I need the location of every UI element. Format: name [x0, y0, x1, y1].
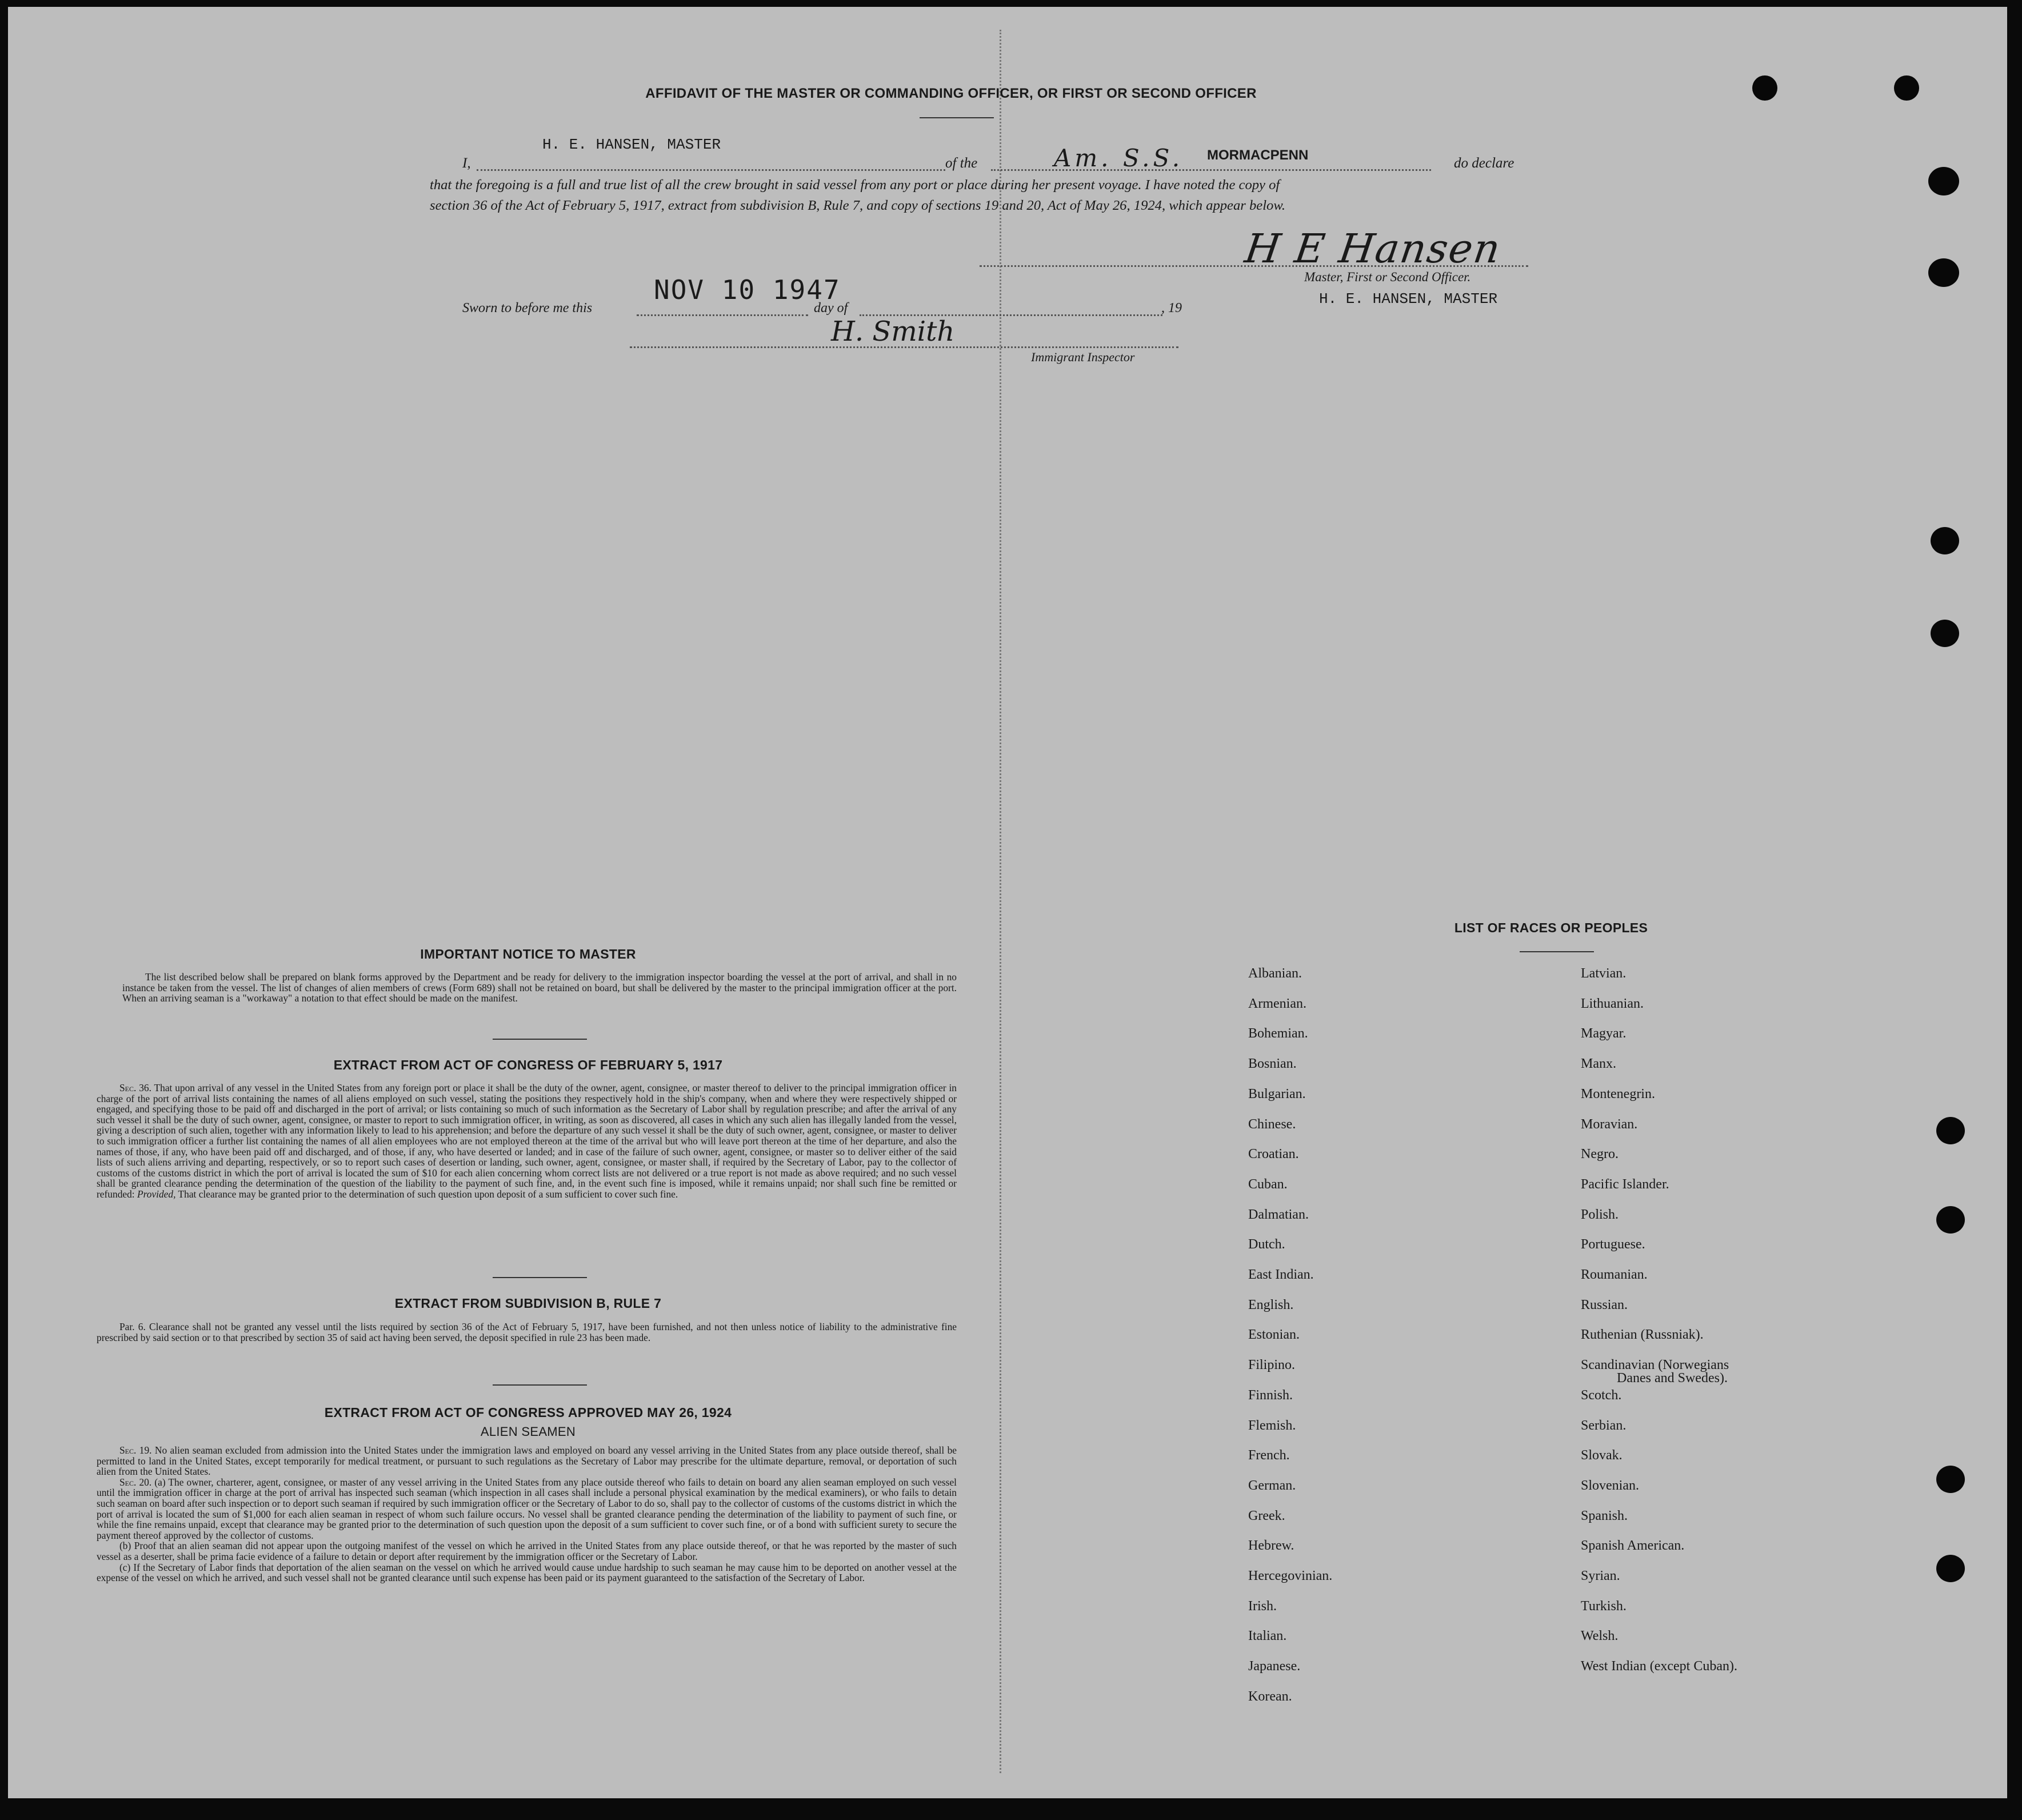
- race-item: Bohemian.: [1248, 1026, 1308, 1041]
- race-item: Scandinavian (Norwegians: [1581, 1358, 1729, 1373]
- race-item: West Indian (except Cuban).: [1581, 1659, 1737, 1674]
- punch-hole-icon: [1936, 1117, 1965, 1144]
- race-item: Dutch.: [1248, 1237, 1285, 1252]
- rule7-paragraph: Par. 6. Clearance shall not be granted any vessel until the lists required by section 36 of the Act of February 5, 1917, have been furnished, and not then unless notice of liability to the administrative fine prescribed by said section or to that prescribed by section 35 of said act having been served, the deposit specified in rule 23 has been made.: [97, 1321, 957, 1343]
- alien-seamen-subtitle: ALIEN SEAMEN: [480, 1424, 576, 1439]
- race-item: Croatian.: [1248, 1147, 1299, 1162]
- punch-hole-icon: [1936, 1206, 1965, 1234]
- sworn-label: Sworn to before me this: [462, 301, 593, 316]
- vessel-name-stamp: MORMACPENN: [1207, 147, 1309, 163]
- sec-20c-text: (c) If the Secretary of Labor finds that deportation of the alien seaman on the vessel on which he arrived would cause undue hardship to such seaman he may cause him to be deported on another vessel at the expense of the vessel on which he arrived, and such vessel shall not be granted clearance until such expense has been paid or its payment guaranteed to the satisfaction of the Secretary of Labor.: [97, 1561, 957, 1584]
- race-item: Montenegrin.: [1581, 1086, 1655, 1101]
- page-fold-line: [1000, 30, 1001, 1773]
- affidavit-line-2: that the foregoing is a full and true list of all the crew brought in said vessel from any port or place during her present voyage. I have noted the copy of: [430, 177, 1280, 193]
- race-item: Estonian.: [1248, 1327, 1300, 1343]
- race-item: Roumanian.: [1581, 1267, 1648, 1282]
- document-page: [8, 7, 2007, 1798]
- race-item: Filipino.: [1248, 1358, 1296, 1373]
- notice-title: IMPORTANT NOTICE TO MASTER: [420, 947, 636, 961]
- race-item: Albanian.: [1248, 966, 1302, 981]
- race-item-continuation: Danes and Swedes).: [1617, 1371, 1728, 1386]
- master-signature-caption: Master, First or Second Officer.: [1304, 270, 1471, 284]
- title-divider: [920, 117, 994, 118]
- master-name-line: [477, 169, 945, 171]
- inspector-signature: H. Smith: [831, 316, 955, 348]
- race-item: Pacific Islander.: [1581, 1176, 1669, 1192]
- race-item: Spanish American.: [1581, 1538, 1685, 1554]
- of-the-label: of the: [945, 155, 978, 171]
- sec-19-text: No alien seaman excluded from admission into the United States under the immigration laws and employed on board any vessel arriving in the United States from any place outside thereof, shall be permitted to land in the United States, except temporarily for medical treatment, or pursuant to such regulations as the Secretary of Labor may prescribe for the ultimate departure, removal, or deportation of such alien from the United States.: [97, 1444, 957, 1478]
- sec-19-label: Sec. 19.: [119, 1444, 152, 1456]
- section-divider: [493, 1277, 587, 1278]
- race-item: Polish.: [1581, 1207, 1619, 1222]
- punch-hole-icon: [1931, 620, 1959, 647]
- race-item: English.: [1248, 1297, 1294, 1312]
- race-item: Japanese.: [1248, 1659, 1301, 1674]
- race-item: Lithuanian.: [1581, 996, 1644, 1011]
- sworn-day-line: [637, 314, 808, 316]
- provided-label: Provided,: [137, 1188, 176, 1200]
- race-item: German.: [1248, 1478, 1296, 1493]
- race-item: Finnish.: [1248, 1387, 1293, 1403]
- races-divider: [1520, 951, 1594, 952]
- race-item: Magyar.: [1581, 1026, 1627, 1041]
- race-item: East Indian.: [1248, 1267, 1314, 1282]
- day-of-label: day of: [814, 301, 848, 316]
- race-item: Scotch.: [1581, 1387, 1622, 1403]
- section-divider: [493, 1039, 587, 1040]
- race-item: Bosnian.: [1248, 1056, 1297, 1072]
- punch-hole-icon: [1936, 1555, 1965, 1582]
- sec-36-text-end: That clearance may be granted prior to the determination of such question upon deposit of a sum sufficient to cover such fine.: [178, 1188, 678, 1200]
- race-item: Russian.: [1581, 1297, 1628, 1312]
- section-divider: [493, 1384, 587, 1386]
- punch-hole-icon: [1894, 75, 1919, 101]
- rule7-text: [97, 1322, 957, 1343]
- race-item: Irish.: [1248, 1598, 1277, 1614]
- do-declare-label: do declare: [1454, 155, 1514, 171]
- race-item: Ruthenian (Russniak).: [1581, 1327, 1704, 1343]
- race-item: Korean.: [1248, 1689, 1292, 1704]
- punch-hole-icon: [1928, 258, 1959, 287]
- sec-36-text: That upon arrival of any vessel in the United States from any foreign port or place it shall be the duty of the owner, agent, consignee, or master thereof to deliver to the principal immigration officer in charge of the port of arrival lists containing the names of all aliens employed on such vessel, stating the positions they respectively hold in the ship's company, when and where they were respectively shipped or engaged, and specifying those to be paid off and discharged in the port of arrival; or lists containing so much of such information as the Secretary of Labor shall by regulation prescribe; and after the arrival of any such vessel it shall be the duty of such owner, agent, consignee, or master to report to such immigration officer, in writing, as soon as discovered, all cases in which any such alien has illegally landed from the vessel, giving a description of such alien, together with any information likely to lead to his apprehension; and before the departure of any such vessel it shall be the duty of such owner, agent, consignee, or master to deliver to such immigration officer a further list containing the names of all alien employees who are not employed thereon at the time of the arrival but who will leave port thereon at the time of her departure, and also the names of those, if any, who have been paid off and discharged, and of those, if any, who have deserted or landed; and in case of the failure of such owner, agent, consignee, or master so to deliver either of the said lists of such aliens arriving and departing, respectively, or so to report such cases of desertion or landing, such owner, agent, consignee, or master shall, if required by the Secretary of Labor, pay to the collector of customs of the customs district in which the port of arrival is located the sum of $10 for each alien concerning whom correct lists are not delivered or a true report is not made as above required; and no such vessel shall be granted clearance pending the determination of the question of the liability to the payment of such fine, and, in the event such fine is imposed, while it remains unpaid; nor shall such fine be remitted or refunded:: [97, 1082, 957, 1200]
- sec-20a-text: (a) The owner, charterer, agent, consignee, or master of any vessel arriving in the United States from any place outside thereof who fails to detain on board any alien seaman employed on such vessel until the immigration officer in charge at the port of arrival has inspected such seaman (which inspection in all cases shall include a personal physical examination by the medical examiners), or who fails to detain such seaman on board after such inspection or to deport such seaman if required by such immigration officer or the Secretary of Labor to do so, shall pay to the collector of customs of the customs district in which the port of arrival is located the sum of $1,000 for each alien seaman in respect of whom such failure occurs. No vessel shall be granted clearance pending the determination of the liability to payment of such fine, or while the fine remains unpaid, except that clearance may be granted prior to the determination of such question upon the deposit of a sum sufficient to cover such fine, or of a bond with sufficient surety to secure the payment thereof approved by the collector of customs.: [97, 1476, 957, 1541]
- rule7-title: EXTRACT FROM SUBDIVISION B, RULE 7: [394, 1296, 662, 1311]
- race-item: Latvian.: [1581, 966, 1627, 981]
- sworn-date-stamp: NOV 10 1947: [654, 274, 841, 305]
- year-prefix-label: , 19: [1161, 301, 1182, 316]
- race-item: Italian.: [1248, 1629, 1287, 1644]
- inspector-caption: Immigrant Inspector: [1031, 350, 1135, 364]
- affidavit-i-label: I,: [462, 155, 471, 171]
- notice-text: [122, 972, 957, 1004]
- punch-hole-icon: [1931, 527, 1959, 554]
- race-item: Greek.: [1248, 1508, 1285, 1523]
- punch-hole-icon: [1936, 1466, 1965, 1493]
- extract-1924-text: [97, 1445, 957, 1583]
- sec-20-label: Sec. 20.: [119, 1476, 152, 1488]
- race-item: Hercegovinian.: [1248, 1568, 1333, 1583]
- extract-1917-text: [97, 1083, 957, 1200]
- extract-1924-title: EXTRACT FROM ACT OF CONGRESS APPROVED MAY 26, 1924: [324, 1405, 732, 1420]
- race-item: Manx.: [1581, 1056, 1616, 1072]
- race-item: Armenian.: [1248, 996, 1306, 1011]
- race-item: Spanish.: [1581, 1508, 1628, 1523]
- race-item: Slovak.: [1581, 1448, 1623, 1463]
- race-item: Hebrew.: [1248, 1538, 1294, 1554]
- extract-1917-title: EXTRACT FROM ACT OF CONGRESS OF FEBRUARY 5, 1917: [333, 1057, 723, 1072]
- race-item: Portuguese.: [1581, 1237, 1645, 1252]
- race-item: Negro.: [1581, 1147, 1619, 1162]
- race-item: Flemish.: [1248, 1418, 1296, 1433]
- race-item: Dalmatian.: [1248, 1207, 1309, 1222]
- race-item: Bulgarian.: [1248, 1086, 1306, 1101]
- race-item: Syrian.: [1581, 1568, 1620, 1583]
- master-name-value: H. E. HANSEN, MASTER: [542, 136, 721, 153]
- race-item: Welsh.: [1581, 1629, 1619, 1644]
- race-item: Moravian.: [1581, 1116, 1638, 1132]
- race-item: Cuban.: [1248, 1176, 1288, 1192]
- vessel-prefix-handwritten: Am. S.S.: [1054, 144, 1184, 172]
- master-signature: H E Hansen: [1242, 225, 1504, 272]
- races-title: LIST OF RACES OR PEOPLES: [1454, 920, 1648, 935]
- notice-paragraph: The list described below shall be prepared on blank forms approved by the Department and be ready for delivery to the immigration inspector boarding the vessel at the port of arrival, and shall in no instance be taken from the vessel. The list of changes of alien members of crews (Form 689) shall not be retained on board, but shall be delivered by the master to the principal immigration officer at the port. When an arriving seaman is a "workaway" a notation to that effect should be made on the manifest.: [122, 971, 957, 1004]
- race-item: French.: [1248, 1448, 1290, 1463]
- race-item: Slovenian.: [1581, 1478, 1639, 1493]
- affidavit-title: AFFIDAVIT OF THE MASTER OR COMMANDING OFFICER, OR FIRST OR SECOND OFFICER: [645, 86, 1257, 101]
- punch-hole-icon: [1928, 167, 1959, 195]
- sec-20b-text: (b) Proof that an alien seaman did not appear upon the outgoing manifest of the vessel on which he arrived in the United States from any place outside thereof, or that he was reported by the master of such vessel as a deserter, shall be prima facie evidence of a failure to detain or deport after requirement by the immigration officer or the Secretary of Labor.: [97, 1540, 957, 1562]
- race-item: Serbian.: [1581, 1418, 1627, 1433]
- master-typed-name: H. E. HANSEN, MASTER: [1319, 290, 1498, 308]
- race-item: Turkish.: [1581, 1598, 1627, 1614]
- race-item: Chinese.: [1248, 1116, 1296, 1132]
- sec-36-label: Sec. 36.: [119, 1082, 151, 1093]
- punch-hole-icon: [1752, 75, 1777, 101]
- affidavit-line-3: section 36 of the Act of February 5, 1917, extract from subdivision B, Rule 7, and copy of sections 19 and 20, Act of May 26, 1924, which appear below.: [430, 198, 1286, 213]
